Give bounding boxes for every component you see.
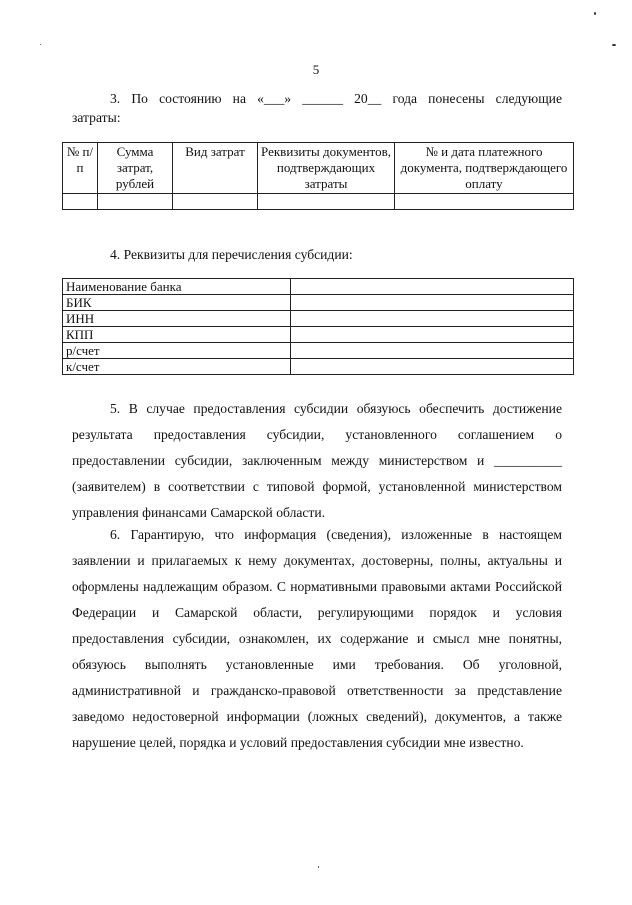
bank-row-inn <box>63 311 574 327</box>
costs-header-requisites: Реквизиты документов, подтверждающих затраты <box>258 143 395 194</box>
bank-value-cell[interactable] <box>291 279 574 295</box>
page-number: 5 <box>312 62 320 77</box>
costs-header-amount: Сумма затрат, рублей <box>98 143 173 194</box>
section-5-paragraph: 5. В случае предоставления субсидии обязуюсь обеспечить достижение результата предоставления субсидии, установленного соглашением о предоставлении субсидии, заключенным между министерством и __________ (заявителем) в соответствии с типовой формой, установленной министерством управления финансами Самарской области. <box>72 401 562 520</box>
bank-value-cell[interactable] <box>291 311 574 327</box>
bank-details-table <box>62 278 574 375</box>
bank-label: КПП <box>63 327 291 343</box>
section-3-line-2: затраты: <box>72 110 121 125</box>
section-3-line-1: 3. По состоянию на «___» ______ 20__ года понесены следующие <box>110 91 562 106</box>
scan-speck <box>40 44 41 45</box>
scan-speck <box>318 866 319 868</box>
costs-table-header-row <box>63 143 574 194</box>
costs-cell[interactable] <box>98 194 173 210</box>
costs-header-type: Вид затрат <box>173 143 258 194</box>
bank-row-bank-name <box>63 279 574 295</box>
bank-label: к/счет <box>63 359 291 375</box>
bank-value-cell[interactable] <box>291 295 574 311</box>
costs-header-payment-doc: № и дата платежного документа, подтверждающего оплату <box>395 143 574 194</box>
costs-cell[interactable] <box>63 194 98 210</box>
costs-cell[interactable] <box>173 194 258 210</box>
section-6-paragraph: 6. Гарантирую, что информация (сведения), изложенные в настоящем заявлении и прилагаемых к нему документах, достоверны, полны, актуальны и оформлены надлежащим образом. С нормативными правовыми актами Российской Федерации и Самарской области, регулирующими порядок и условия предоставления субсидии, ознакомлен, их содержание и смысл мне понятны, обязуюсь выполнять установленные ими требования. Об уголовной, административной и гражданско-правовой ответственности за представление заведомо недостоверной информации (ложных сведений), документов, а также нарушение целей, порядка и условий предоставления субсидии мне известно. <box>72 527 562 750</box>
costs-cell[interactable] <box>395 194 574 210</box>
costs-table <box>62 142 574 210</box>
bank-value-cell[interactable] <box>291 327 574 343</box>
bank-value-cell[interactable] <box>291 343 574 359</box>
scan-speck <box>612 44 616 46</box>
bank-row-bik <box>63 295 574 311</box>
section-3-paragraph <box>72 89 562 127</box>
bank-row-kpp <box>63 327 574 343</box>
bank-row-correspondent-account <box>63 359 574 375</box>
costs-header-number: № п/п <box>63 143 98 194</box>
costs-cell[interactable] <box>258 194 395 210</box>
bank-label: р/счет <box>63 343 291 359</box>
bank-label: ИНН <box>63 311 291 327</box>
bank-row-settlement-account <box>63 343 574 359</box>
costs-table-empty-row <box>63 194 574 210</box>
section-4-heading: 4. Реквизиты для перечисления субсидии: <box>110 247 353 262</box>
bank-label: БИК <box>63 295 291 311</box>
bank-value-cell[interactable] <box>291 359 574 375</box>
scan-speck <box>594 12 596 15</box>
bank-label: Наименование банка <box>63 279 291 295</box>
